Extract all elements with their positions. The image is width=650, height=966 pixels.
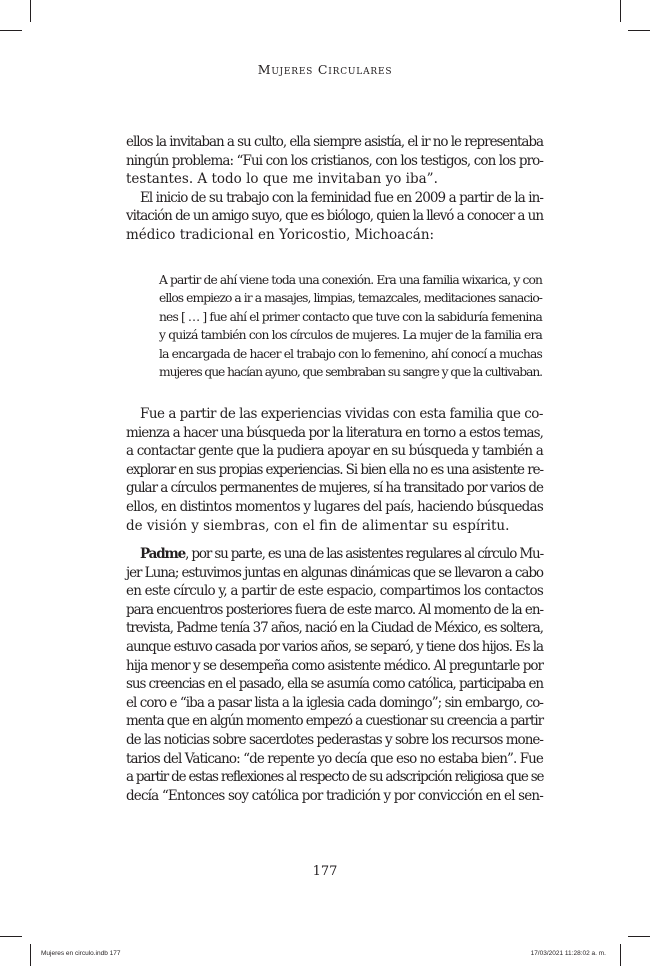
text-line: explorar en sus propias experiencias. Si bien ella no es una asistente re- (126, 461, 543, 478)
text-line: ningún problema: “Fui con los cristianos, con los testigos, con los pro- (126, 152, 543, 169)
text-line: sus creencias en el pasado, ella se asumía como católica, participaba en (126, 676, 543, 693)
text-line: ellos la invitaban a su culto, ella siempre asistía, el ir no le representaba (126, 134, 543, 150)
text-line: en este círculo y, a partir de este espacio, compartimos los contactos (126, 583, 543, 600)
paragraph-2 (126, 189, 543, 245)
text-line: Fue a partir de las experiencias vividas con esta familia que co- (140, 406, 543, 422)
paragraph-1 (126, 133, 543, 189)
text-line (126, 545, 543, 564)
crop-mark (628, 936, 650, 937)
quote-line: y quizá también con los círculos de mujeres. La mujer de la familia era (159, 328, 542, 343)
quote-line: mujeres que hacían ayuno, que sembraban su sangre y que la cultivaban. (159, 365, 542, 380)
text-line: ellos, en distintos momentos y lugares del país, haciendo búsquedas (126, 498, 543, 515)
crop-mark (620, 944, 621, 966)
crop-mark (30, 944, 31, 966)
crop-mark (620, 0, 621, 22)
quote-line: A partir de ahí viene toda una conexión. Era una familia wixarica, y con (159, 273, 542, 287)
quote-line: nes [ … ] fue ahí el primer contacto que tuve con la sabiduría femenina (159, 309, 542, 324)
text-line: el coro e “iba a pasar lista a la iglesia cada domingo”; sin embargo, co- (126, 694, 543, 711)
page-number: 177 (312, 864, 338, 879)
text-line: testantes. A todo lo que me invitaban yo iba”. (126, 171, 438, 188)
text-line: gular a círculos permanentes de mujeres, sí ha transitado por varios de (126, 480, 543, 497)
block-quote (159, 271, 542, 381)
text-line: decía “Entonces soy católica por tradición y por convicción en el sen- (126, 787, 543, 804)
text-line: hija menor y se desempeña como asistente médico. Al preguntarle por (126, 657, 543, 674)
paragraph-3 (126, 405, 543, 535)
text-line: menta que en algún momento empezó a cuestionar su creencia a partir (126, 713, 543, 730)
text-line: médico tradicional en Yoricostio, Michoacán: (126, 226, 435, 243)
text-line: trevista, Padme tenía 37 años, nació en la Ciudad de México, es soltera, (126, 620, 543, 637)
text-line: a contactar gente que la pudiera apoyar en su búsqueda y también a (126, 443, 544, 460)
slug-file: Mujeres en circulo.indb 177 (41, 950, 121, 957)
text-line: de las noticias sobre sacerdotes pederastas y sobre los recursos mone- (126, 731, 543, 748)
running-header: Mujeres Circulares (257, 62, 393, 77)
person-name: Padme (140, 546, 186, 562)
text-line: aunque estuvo casada por varios años, se separó, y tiene dos hijos. Es la (126, 638, 543, 655)
crop-mark (0, 936, 22, 937)
text-line: de visión y siembras, con el fin de alimentar su espíritu. (126, 517, 510, 534)
paragraph-4 (126, 545, 543, 805)
text-line: jer Luna; estuvimos juntas en algunas dinámicas que se llevaron a cabo (126, 564, 543, 581)
crop-mark (628, 30, 650, 31)
text-line: vitación de un amigo suyo, que es biólogo, quien la llevó a conocer a un (126, 208, 543, 225)
slug-timestamp: 17/03/2021 11:28:02 a. m. (530, 950, 606, 957)
text-line: a partir de estas reflexiones al respecto de su adscripción religiosa que se (126, 769, 544, 786)
text-line: para encuentros posteriores fuera de este marco. Al momento de la en- (126, 601, 543, 618)
text-line: tarios del Vaticano: “de repente yo decía que eso no estaba bien”. Fue (126, 750, 543, 767)
text-fragment: , por su parte, es una de las asistentes regulares al círculo Mu- (185, 546, 543, 562)
crop-mark (0, 30, 22, 31)
crop-mark (30, 0, 31, 22)
quote-line: la encargada de hacer el trabajo con lo femenino, ahí conocí a muchas (159, 346, 542, 361)
text-line: El inicio de su trabajo con la feminidad fue en 2009 a partir de la in- (140, 189, 543, 206)
quote-line: ellos empiezo a ir a masajes, limpias, temazcales, meditaciones sanacio- (159, 291, 542, 306)
text-line: mienza a hacer una búsqueda por la literatura en torno a estos temas, (126, 424, 543, 441)
